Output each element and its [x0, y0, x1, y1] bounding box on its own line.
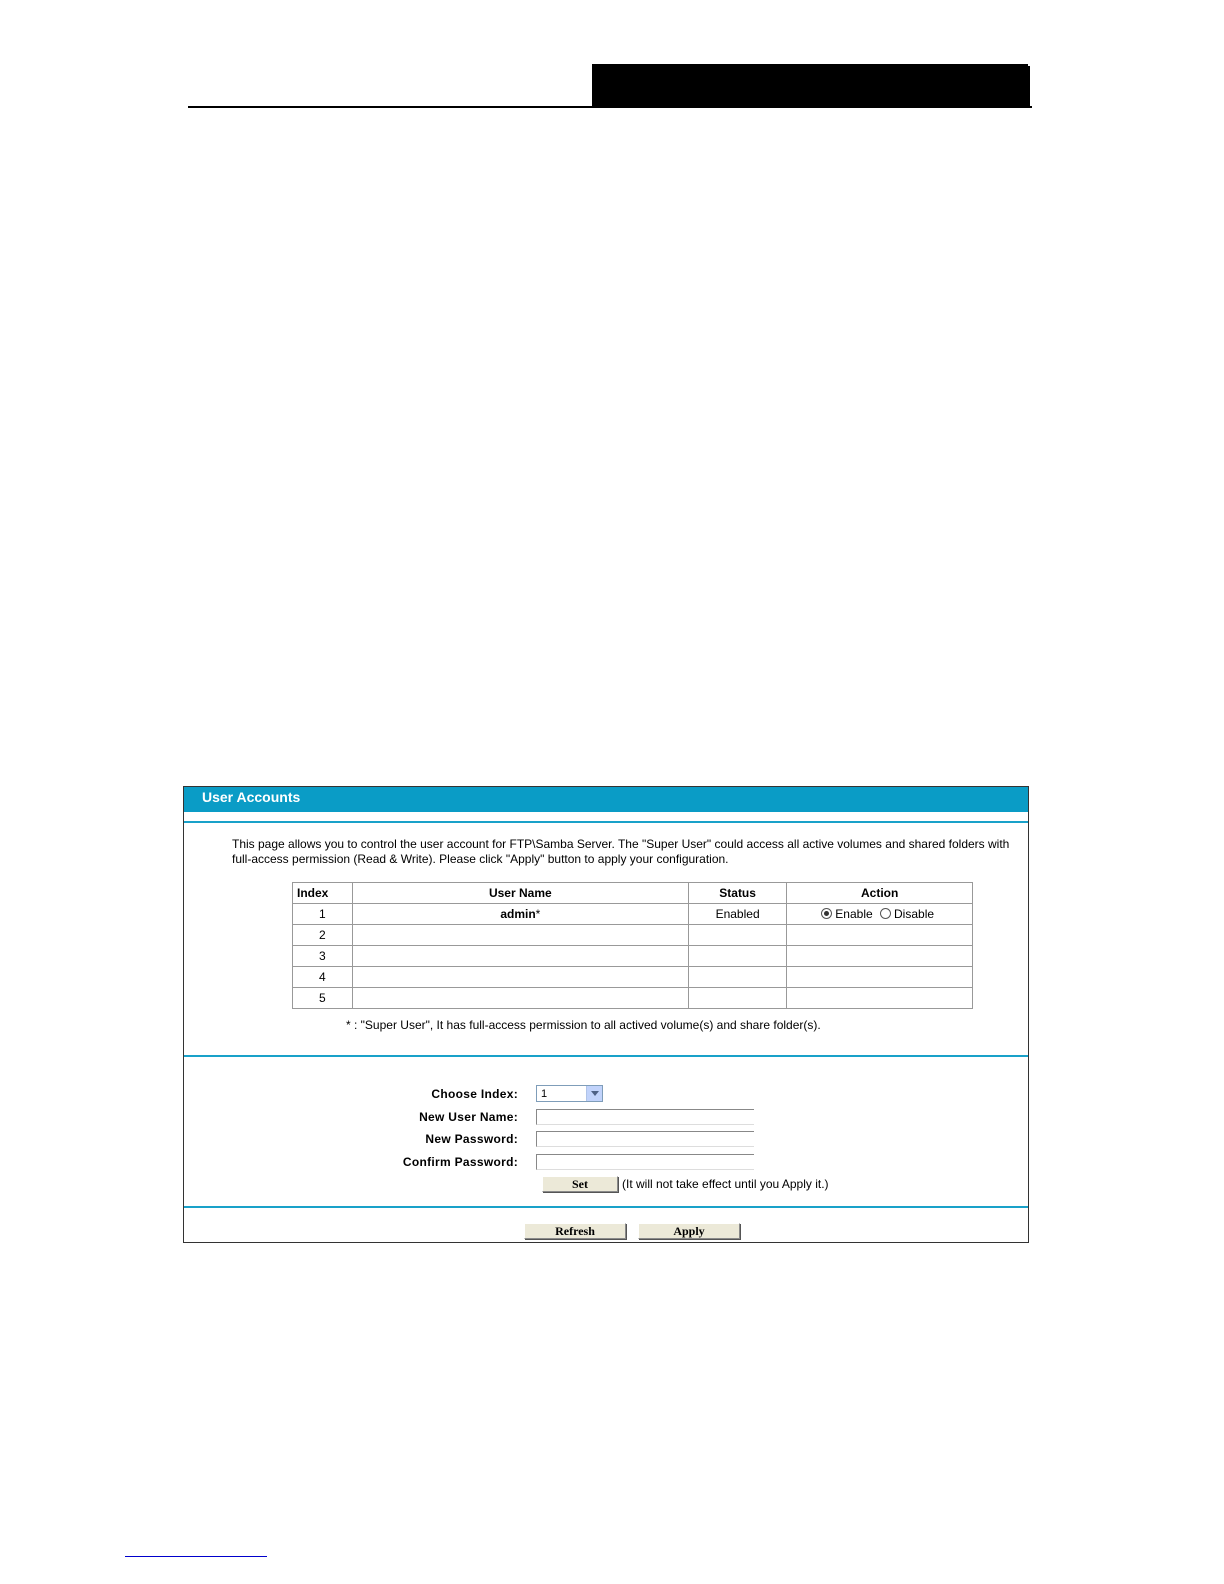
cell-index: 3: [293, 946, 353, 967]
cell-index: 5: [293, 988, 353, 1009]
cell-status: Enabled: [688, 904, 786, 925]
cell-index: 1: [293, 904, 353, 925]
page-description: This page allows you to control the user account for FTP\Samba Server. The "Super User" could access all active volumes and shared folders with full-access permission (Read & Write). Please click "Apply" button to apply your configuration.: [232, 837, 1010, 866]
section-divider-middle: [184, 1055, 1028, 1057]
apply-button[interactable]: Apply: [638, 1223, 740, 1239]
confirm-password-input[interactable]: [536, 1154, 754, 1170]
cell-action: [787, 904, 973, 925]
table-row: [293, 988, 973, 1009]
user-name-text: admin: [500, 907, 536, 921]
set-button[interactable]: Set: [542, 1176, 618, 1192]
choose-index-select[interactable]: [536, 1085, 603, 1102]
section-divider-bottom: [184, 1206, 1028, 1208]
footer-link-underline: [125, 1556, 267, 1557]
cell-action: [787, 988, 973, 1009]
cell-status: [688, 988, 786, 1009]
table-row: [293, 946, 973, 967]
cell-action: [787, 925, 973, 946]
new-user-name-label: New User Name:: [419, 1110, 518, 1124]
cell-status: [688, 925, 786, 946]
cell-index: 4: [293, 967, 353, 988]
new-password-label: New Password:: [425, 1132, 518, 1146]
cell-status: [688, 946, 786, 967]
cell-action: [787, 967, 973, 988]
cell-user-name: [352, 904, 688, 925]
user-accounts-panel: [183, 786, 1029, 1243]
header-index: Index: [293, 883, 353, 904]
cell-action: [787, 946, 973, 967]
table-header-row: [293, 883, 973, 904]
choose-index-label: Choose Index:: [431, 1087, 518, 1101]
enable-radio[interactable]: [821, 908, 832, 919]
header-status: Status: [688, 883, 786, 904]
table-row: [293, 904, 973, 925]
chevron-down-icon[interactable]: [586, 1086, 602, 1101]
disable-radio[interactable]: [880, 908, 891, 919]
super-user-mark: *: [535, 907, 541, 921]
header-user-name: User Name: [352, 883, 688, 904]
panel-title: User Accounts: [184, 787, 1028, 812]
new-user-name-input[interactable]: [536, 1109, 754, 1125]
table-row: [293, 925, 973, 946]
document-header-rule: [188, 106, 1032, 108]
cell-user-name: [352, 946, 688, 967]
document-header-bar: [592, 64, 1028, 108]
cell-index: 2: [293, 925, 353, 946]
table-row: [293, 967, 973, 988]
choose-index-value: 1: [541, 1088, 548, 1100]
cell-user-name: [352, 967, 688, 988]
set-note: (It will not take effect until you Apply it.): [622, 1177, 829, 1191]
super-user-footnote: * : "Super User", It has full-access permission to all actived volume(s) and share folder(s).: [346, 1018, 821, 1032]
refresh-button[interactable]: Refresh: [524, 1223, 626, 1239]
disable-radio-label[interactable]: Disable: [894, 907, 935, 921]
user-accounts-table: [292, 882, 973, 1009]
section-divider-top: [184, 821, 1028, 823]
new-password-input[interactable]: [536, 1131, 754, 1147]
document-header-bar-edge: [1028, 66, 1030, 108]
header-action: Action: [787, 883, 973, 904]
enable-radio-label[interactable]: Enable: [835, 907, 873, 921]
confirm-password-label: Confirm Password:: [402, 1155, 518, 1169]
cell-user-name: [352, 925, 688, 946]
cell-status: [688, 967, 786, 988]
cell-user-name: [352, 988, 688, 1009]
